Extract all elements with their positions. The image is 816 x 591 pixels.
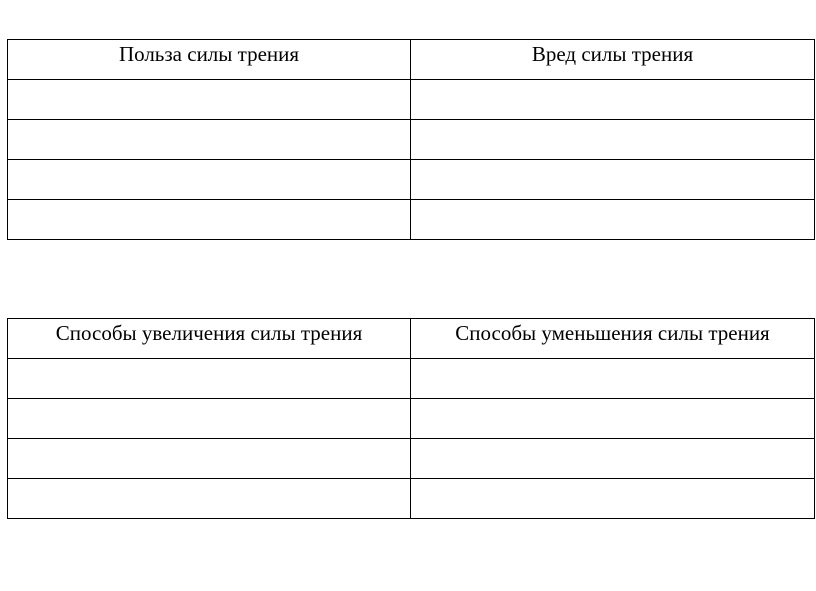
table-cell[interactable] xyxy=(8,479,411,519)
table-row xyxy=(8,120,815,160)
table-row xyxy=(8,479,815,519)
table-row xyxy=(8,80,815,120)
table-row xyxy=(8,399,815,439)
table-header-row xyxy=(8,319,815,359)
table-cell[interactable] xyxy=(8,80,411,120)
table-cell[interactable] xyxy=(8,399,411,439)
header-ways-to-decrease-friction: Способы уменьшения силы трения xyxy=(411,319,815,359)
header-harm-of-friction: Вред силы трения xyxy=(411,40,815,80)
table-cell[interactable] xyxy=(411,120,815,160)
friction-increase-decrease-table xyxy=(7,318,815,519)
table-cell[interactable] xyxy=(411,479,815,519)
table-cell[interactable] xyxy=(8,359,411,399)
table-row xyxy=(8,439,815,479)
table-row xyxy=(8,160,815,200)
header-ways-to-increase-friction: Способы увеличения силы трения xyxy=(8,319,411,359)
header-benefit-of-friction: Польза силы трения xyxy=(8,40,411,80)
table-cell[interactable] xyxy=(8,200,411,240)
table-cell[interactable] xyxy=(8,439,411,479)
table-header-row xyxy=(8,40,815,80)
table-cell[interactable] xyxy=(411,359,815,399)
table-cell[interactable] xyxy=(411,200,815,240)
table-cell[interactable] xyxy=(8,160,411,200)
table-row xyxy=(8,200,815,240)
table-cell[interactable] xyxy=(8,120,411,160)
friction-benefit-harm-table xyxy=(7,39,815,240)
table-cell[interactable] xyxy=(411,399,815,439)
table-cell[interactable] xyxy=(411,439,815,479)
table-cell[interactable] xyxy=(411,160,815,200)
table-cell[interactable] xyxy=(411,80,815,120)
table-row xyxy=(8,359,815,399)
